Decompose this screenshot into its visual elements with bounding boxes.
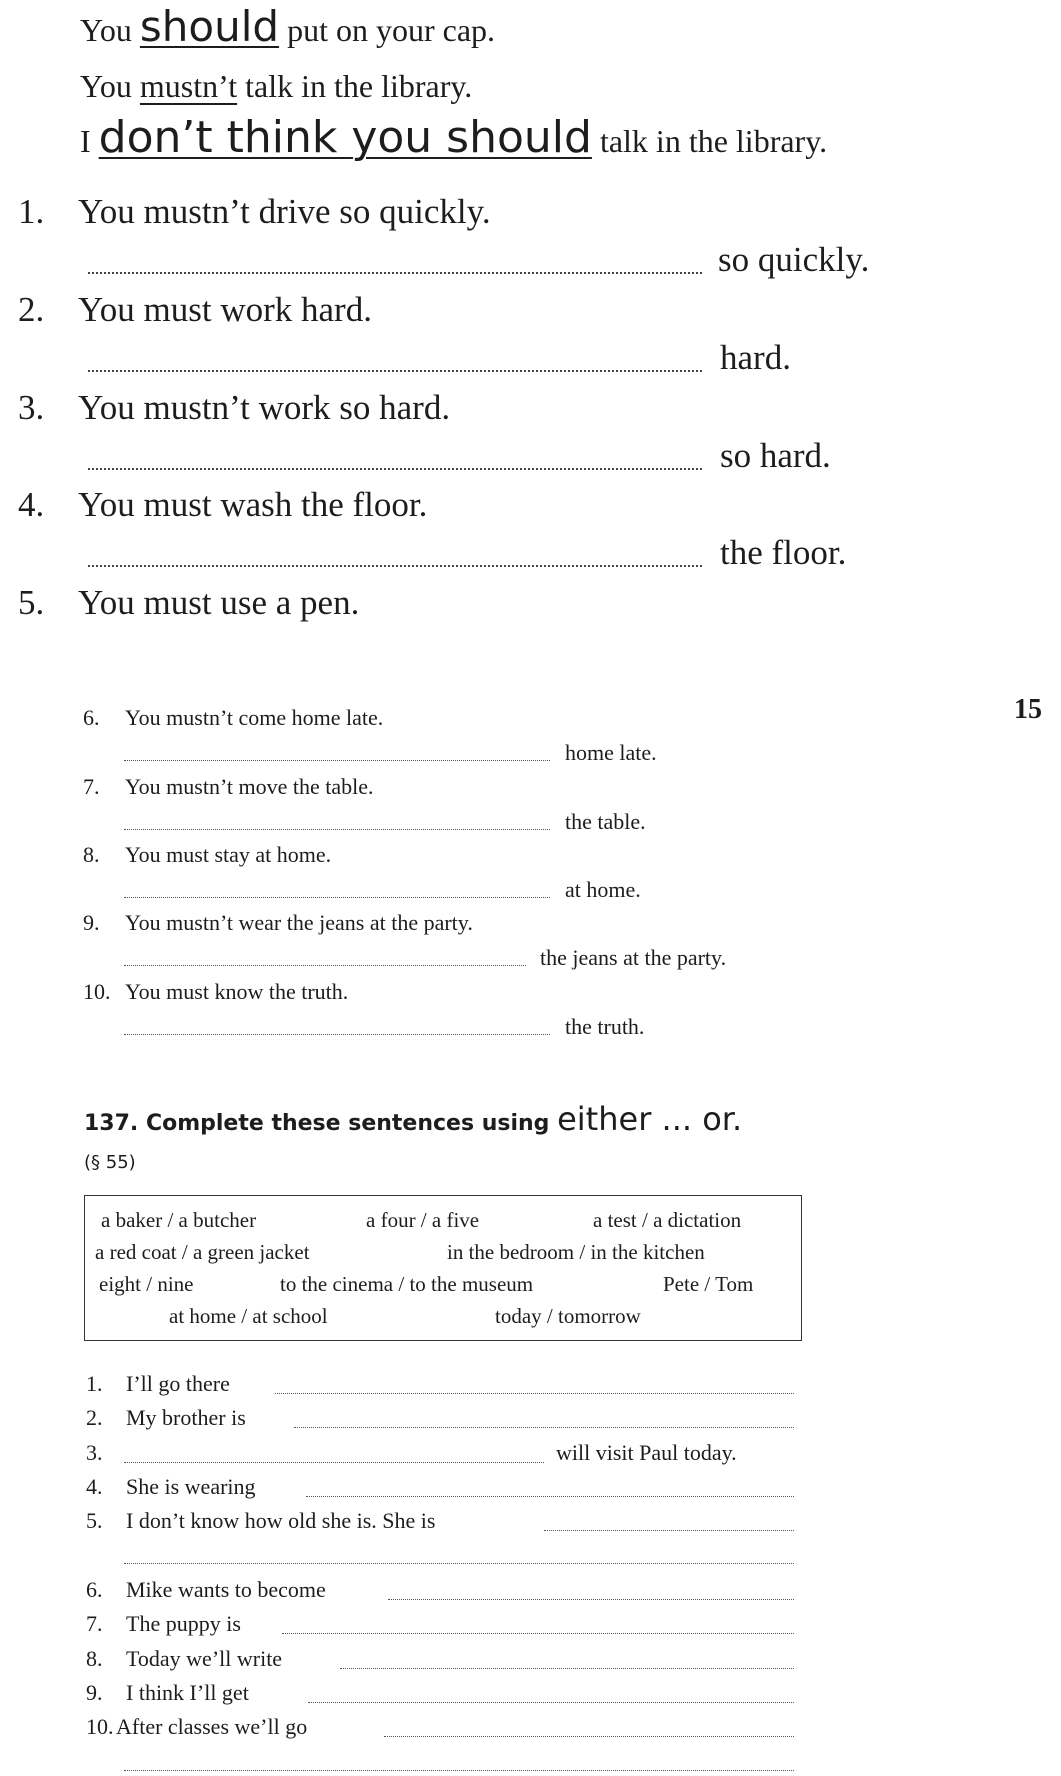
item-number: 2. [86, 1405, 103, 1430]
answer-line[interactable] [544, 1530, 794, 1531]
answer-ending: home late. [565, 740, 657, 765]
example-subject: I [80, 123, 91, 159]
item-sentence: Mike wants to become [126, 1577, 326, 1602]
item-number: 10. [83, 979, 111, 1004]
answer-line[interactable] [124, 1563, 794, 1564]
answer-line[interactable] [88, 370, 702, 372]
exercise-item-5 [18, 583, 359, 623]
item-sentence: You must work hard. [78, 290, 372, 329]
exercise-item-3 [18, 388, 450, 428]
item-number: 7. [83, 774, 100, 799]
item-sentence: You mustn’t come home late. [125, 705, 384, 730]
answer-line[interactable] [340, 1668, 794, 1669]
item-number: 1. [18, 192, 45, 231]
item-sentence: You mustn’t work so hard. [78, 388, 451, 427]
answer-line[interactable] [124, 829, 550, 830]
answer-ending: so hard. [720, 436, 831, 475]
example-modal-should: should [139, 2, 280, 51]
exercise-137-item-7 [86, 1611, 241, 1637]
answer-ending: at home. [565, 877, 641, 902]
grammar-reference: (§ 55) [84, 1152, 136, 1173]
item-sentence: You mustn’t wear the jeans at the party. [125, 910, 473, 935]
exercise-item-4 [18, 485, 427, 525]
item-number: 5. [18, 583, 45, 622]
item-sentence: I don’t know how old she is. She is [126, 1508, 436, 1533]
either-or-keyword: either ... or. [557, 1100, 743, 1138]
item-number: 4. [18, 485, 45, 524]
exercise-137-item-6 [86, 1577, 326, 1603]
answer-line[interactable] [124, 965, 526, 966]
answer-line[interactable] [124, 1034, 550, 1035]
exercise-item-7 [83, 774, 374, 800]
item-number: 6. [83, 705, 100, 730]
exercise-item-9 [83, 910, 473, 936]
word-option: a baker / a butcher [101, 1208, 257, 1232]
example-modal-dont-think: don’t think you should [98, 112, 592, 163]
exercise-137-item-9 [86, 1680, 249, 1706]
example-rest: put on your cap. [287, 12, 496, 48]
item-sentence: You mustn’t drive so quickly. [78, 192, 491, 231]
answer-ending: the table. [565, 809, 646, 834]
answer-ending: the truth. [565, 1014, 645, 1039]
answer-line[interactable] [306, 1496, 794, 1497]
item-number: 7. [86, 1611, 103, 1636]
exercise-137-item-4 [86, 1474, 256, 1500]
answer-line[interactable] [88, 272, 702, 274]
example-subject: You [80, 12, 132, 48]
exercise-137-item-3 [86, 1440, 126, 1466]
item-number: 4. [86, 1474, 103, 1499]
item-sentence: I think I’ll get [126, 1680, 249, 1705]
item-sentence: The puppy is [126, 1611, 241, 1636]
word-option: today / tomorrow [495, 1304, 641, 1328]
answer-line[interactable] [282, 1633, 794, 1634]
word-option: Pete / Tom [663, 1272, 754, 1296]
word-option: to the cinema / to the museum [280, 1272, 534, 1296]
item-number: 8. [83, 842, 100, 867]
answer-line[interactable] [388, 1599, 794, 1600]
exercise-item-1 [18, 192, 491, 232]
item-number: 6. [86, 1577, 103, 1602]
answer-line[interactable] [384, 1736, 794, 1737]
answer-ending: will visit Paul today. [556, 1440, 737, 1465]
item-sentence: She is wearing [126, 1474, 256, 1499]
example-rest: talk in the library. [599, 123, 828, 159]
word-option: in the bedroom / in the kitchen [447, 1240, 705, 1264]
word-option: a four / a five [366, 1208, 480, 1232]
answer-line[interactable] [275, 1393, 794, 1394]
example-rest: talk in the library. [245, 68, 473, 104]
exercise-137-item-2 [86, 1405, 246, 1431]
answer-line[interactable] [124, 1462, 544, 1463]
item-number: 1. [86, 1371, 103, 1396]
item-sentence: My brother is [126, 1405, 246, 1430]
answer-ending: the jeans at the party. [540, 945, 727, 970]
exercise-137-item-8 [86, 1646, 282, 1672]
word-option: a test / a dictation [593, 1208, 742, 1232]
item-sentence: You must know the truth. [125, 979, 349, 1004]
exercise-137-heading [84, 1100, 742, 1138]
item-sentence: You must wash the floor. [78, 485, 428, 524]
item-sentence: You must use a pen. [78, 583, 360, 622]
answer-line[interactable] [294, 1427, 794, 1428]
answer-line[interactable] [308, 1702, 794, 1703]
item-number: 3. [18, 388, 45, 427]
item-sentence: You must stay at home. [125, 842, 332, 867]
answer-line[interactable] [124, 760, 550, 761]
example-line-2 [80, 68, 472, 105]
exercise-item-8 [83, 842, 331, 868]
example-subject: You [80, 68, 132, 104]
word-option: at home / at school [169, 1304, 328, 1328]
item-sentence: I’ll go there [126, 1371, 230, 1396]
item-sentence: Today we’ll write [126, 1646, 283, 1671]
answer-line[interactable] [88, 565, 702, 567]
exercise-137-item-5 [86, 1508, 435, 1534]
item-number: 9. [86, 1680, 103, 1705]
example-modal-mustnt: mustn’t [139, 68, 238, 104]
word-option: eight / nine [99, 1272, 194, 1296]
example-line-1 [80, 2, 495, 51]
item-sentence: After classes we’ll go [116, 1714, 308, 1739]
item-number: 10. [86, 1714, 114, 1739]
item-number: 5. [86, 1508, 103, 1533]
exercise-137-item-10 [86, 1714, 307, 1740]
exercise-number: 137. [84, 1111, 139, 1136]
item-number: 9. [83, 910, 100, 935]
word-option: a red coat / a green jacket [95, 1240, 310, 1264]
item-sentence: You mustn’t move the table. [125, 774, 374, 799]
item-number: 2. [18, 290, 45, 329]
exercise-item-2 [18, 290, 372, 330]
answer-line[interactable] [88, 468, 702, 470]
answer-ending: so quickly. [718, 240, 870, 279]
item-number: 8. [86, 1646, 103, 1671]
example-line-3 [80, 112, 827, 163]
exercise-instruction: Complete these sentences using [145, 1111, 550, 1136]
answer-ending: hard. [720, 338, 791, 377]
exercise-137-item-1 [86, 1371, 230, 1397]
item-number: 3. [86, 1440, 103, 1465]
page-number: 15 [1014, 694, 1042, 725]
answer-line[interactable] [124, 1770, 794, 1771]
answer-line[interactable] [124, 897, 550, 898]
answer-ending: the floor. [720, 533, 847, 572]
word-box [84, 1195, 802, 1341]
exercise-item-6 [83, 705, 383, 731]
exercise-item-10 [83, 979, 348, 1005]
